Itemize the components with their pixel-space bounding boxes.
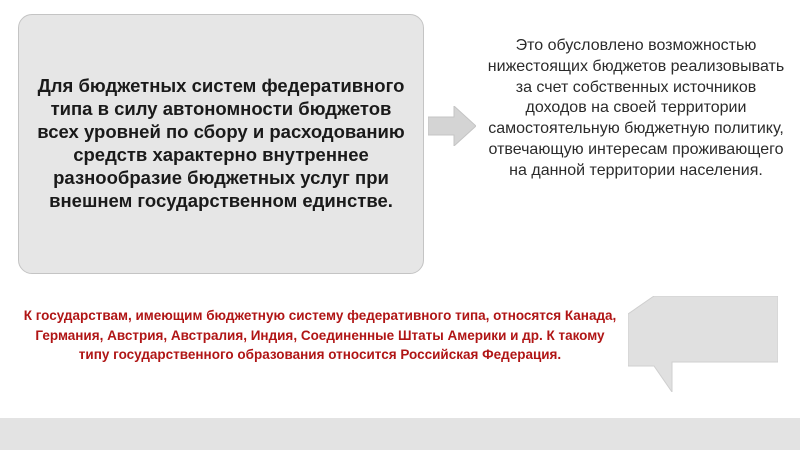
right-paragraph: Это обусловлено возможностью нижестоящих бюджетов реализовывать за счет собственных источников доходов на своей территории самостоятельную бюджетную политику, отвечающую интересам проживающего на данной территории населения. (487, 37, 785, 179)
right-arrow-icon (428, 106, 476, 146)
bottom-paragraph: К государствам, имеющим бюджетную систему федеративного типа, относятся Канада, Германия, Австрия, Австралия, Индия, Соединенные Штаты Америки и др. К такому типу государственного образования относится Российская Федерация. (23, 308, 617, 363)
banner-ribbon-shape (628, 296, 778, 392)
main-callout-text: Для бюджетных систем федеративного типа в силу автономности бюджетов всех уровней по сбору и расходованию средств характерно внутреннее разнообразие бюджетных услуг при внешнем государственном единстве. (37, 75, 405, 211)
main-callout-box (18, 14, 424, 274)
footer-strip (0, 418, 800, 450)
